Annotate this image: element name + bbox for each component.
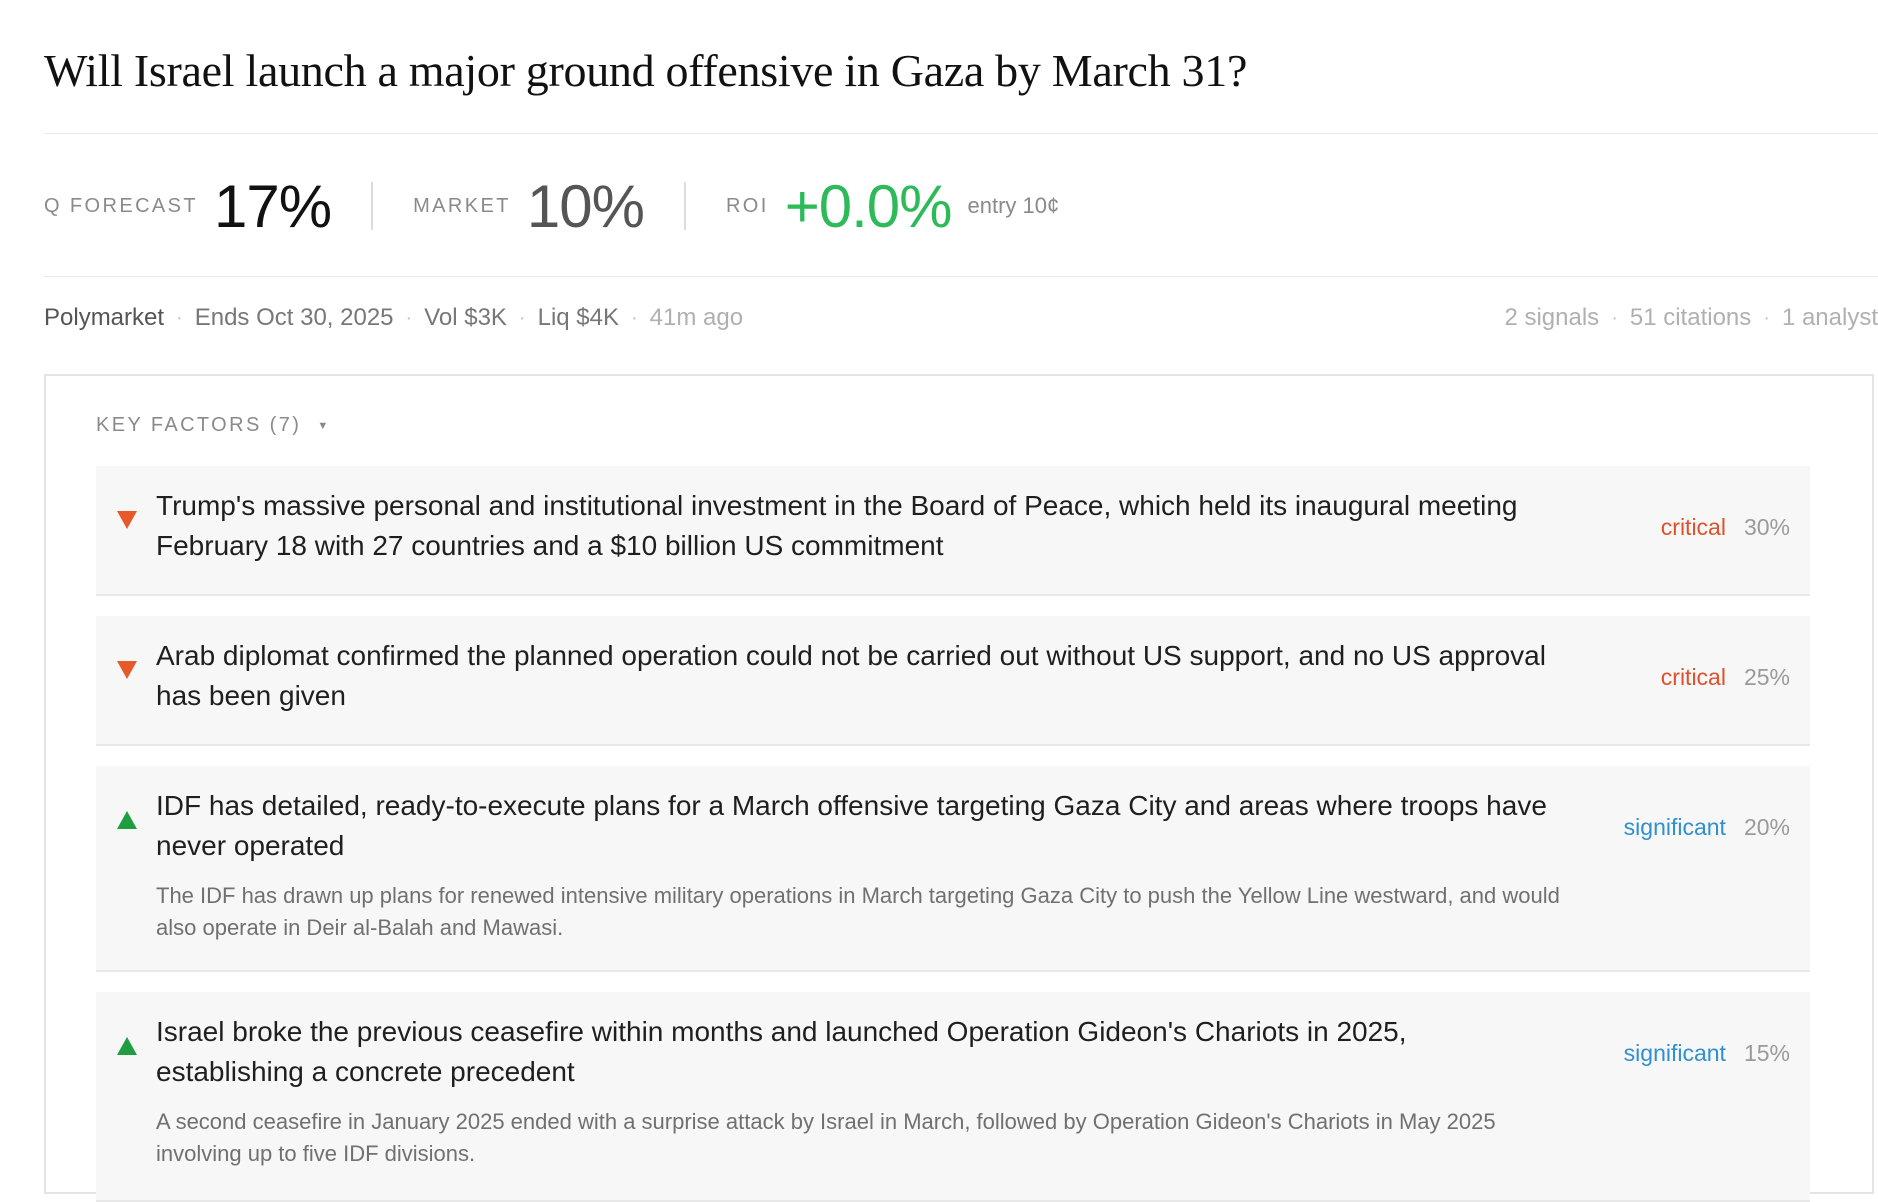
factor-meta: [1661, 664, 1790, 691]
factor-meta: [1661, 514, 1790, 541]
down-triangle-icon: [116, 510, 138, 530]
factor-weight: 15%: [1743, 1040, 1790, 1066]
liquidity: Liq $4K: [537, 304, 619, 331]
key-factors-header: KEY FACTORS (7): [96, 414, 302, 436]
key-factor-item[interactable]: [96, 466, 1810, 596]
factor-text: Trump's massive personal and institutional investment in the Board of Peace, which held its inaugural meeting February 18 with 27 countries and a $10 billion US commitment: [156, 490, 1518, 561]
research-stats: [1504, 304, 1878, 332]
entry-price: entry 10¢: [967, 193, 1060, 218]
factor-meta: [1624, 1040, 1790, 1067]
stat-divider: [371, 182, 373, 230]
caret-down-icon: ▼: [317, 419, 329, 432]
factor-weight: 20%: [1743, 814, 1790, 840]
factor-text: Arab diplomat confirmed the planned operation could not be carried out without US support, and no US approval has been given: [156, 640, 1546, 711]
factor-weight: 30%: [1743, 514, 1790, 540]
market-value: 10%: [526, 172, 644, 240]
market-meta: [44, 300, 1878, 336]
impact-badge: critical: [1660, 664, 1726, 690]
roi-label: ROI: [725, 194, 769, 217]
separator: ·: [1611, 306, 1618, 329]
signals-count[interactable]: 2 signals: [1504, 304, 1600, 331]
stats-bar: [44, 170, 1059, 242]
factor-text: IDF has detailed, ready-to-execute plans for a March offensive targeting Gaza City and areas where troops have never operated: [156, 790, 1547, 861]
updated-time: 41m ago: [649, 304, 744, 331]
key-factors-panel: [44, 374, 1874, 1194]
factor-detail: A second ceasefire in January 2025 ended with a surprise attack by Israel in March, followed by Operation Gideon's Chariots in May 2025 involving up to five IDF divisions.: [156, 1109, 1496, 1166]
divider: [44, 276, 1878, 277]
volume: Vol $3K: [424, 304, 507, 331]
citations-count[interactable]: 51 citations: [1629, 304, 1752, 331]
end-date: Ends Oct 30, 2025: [194, 304, 394, 331]
key-factors-toggle[interactable]: [96, 414, 328, 437]
divider: [44, 133, 1878, 134]
down-triangle-icon: [116, 660, 138, 680]
key-factor-item[interactable]: [96, 766, 1810, 972]
analyst-count[interactable]: 1 analyst: [1781, 304, 1878, 331]
separator: ·: [518, 306, 526, 329]
separator: ·: [405, 306, 413, 329]
stat-divider: [684, 182, 686, 230]
source-link[interactable]: Polymarket: [44, 304, 165, 331]
market-label: MARKET: [413, 194, 511, 217]
factor-weight: 25%: [1743, 664, 1790, 690]
up-triangle-icon: [116, 810, 138, 830]
key-factor-item[interactable]: [96, 992, 1810, 1202]
question-title: Will Israel launch a major ground offensive in Gaza by March 31?: [44, 45, 1248, 96]
impact-badge: significant: [1623, 1040, 1726, 1066]
factor-detail: The IDF has drawn up plans for renewed intensive military operations in March targeting Gaza City to push the Yellow Line westward, and would also operate in Deir al-Balah and Mawasi.: [156, 883, 1560, 940]
separator: ·: [176, 306, 183, 329]
factor-meta: [1624, 814, 1790, 841]
forecast-value: 17%: [214, 172, 332, 240]
impact-badge: significant: [1623, 814, 1726, 840]
factor-text: Israel broke the previous ceasefire within months and launched Operation Gideon's Chariots in 2025, establishing a concrete precedent: [156, 1016, 1407, 1087]
separator: ·: [631, 306, 638, 329]
separator: ·: [1763, 306, 1770, 329]
forecast-label: Q FORECAST: [44, 194, 199, 217]
key-factor-item[interactable]: [96, 616, 1810, 746]
roi-value: +0.0%: [784, 172, 952, 240]
up-triangle-icon: [116, 1036, 138, 1056]
impact-badge: critical: [1660, 514, 1726, 540]
